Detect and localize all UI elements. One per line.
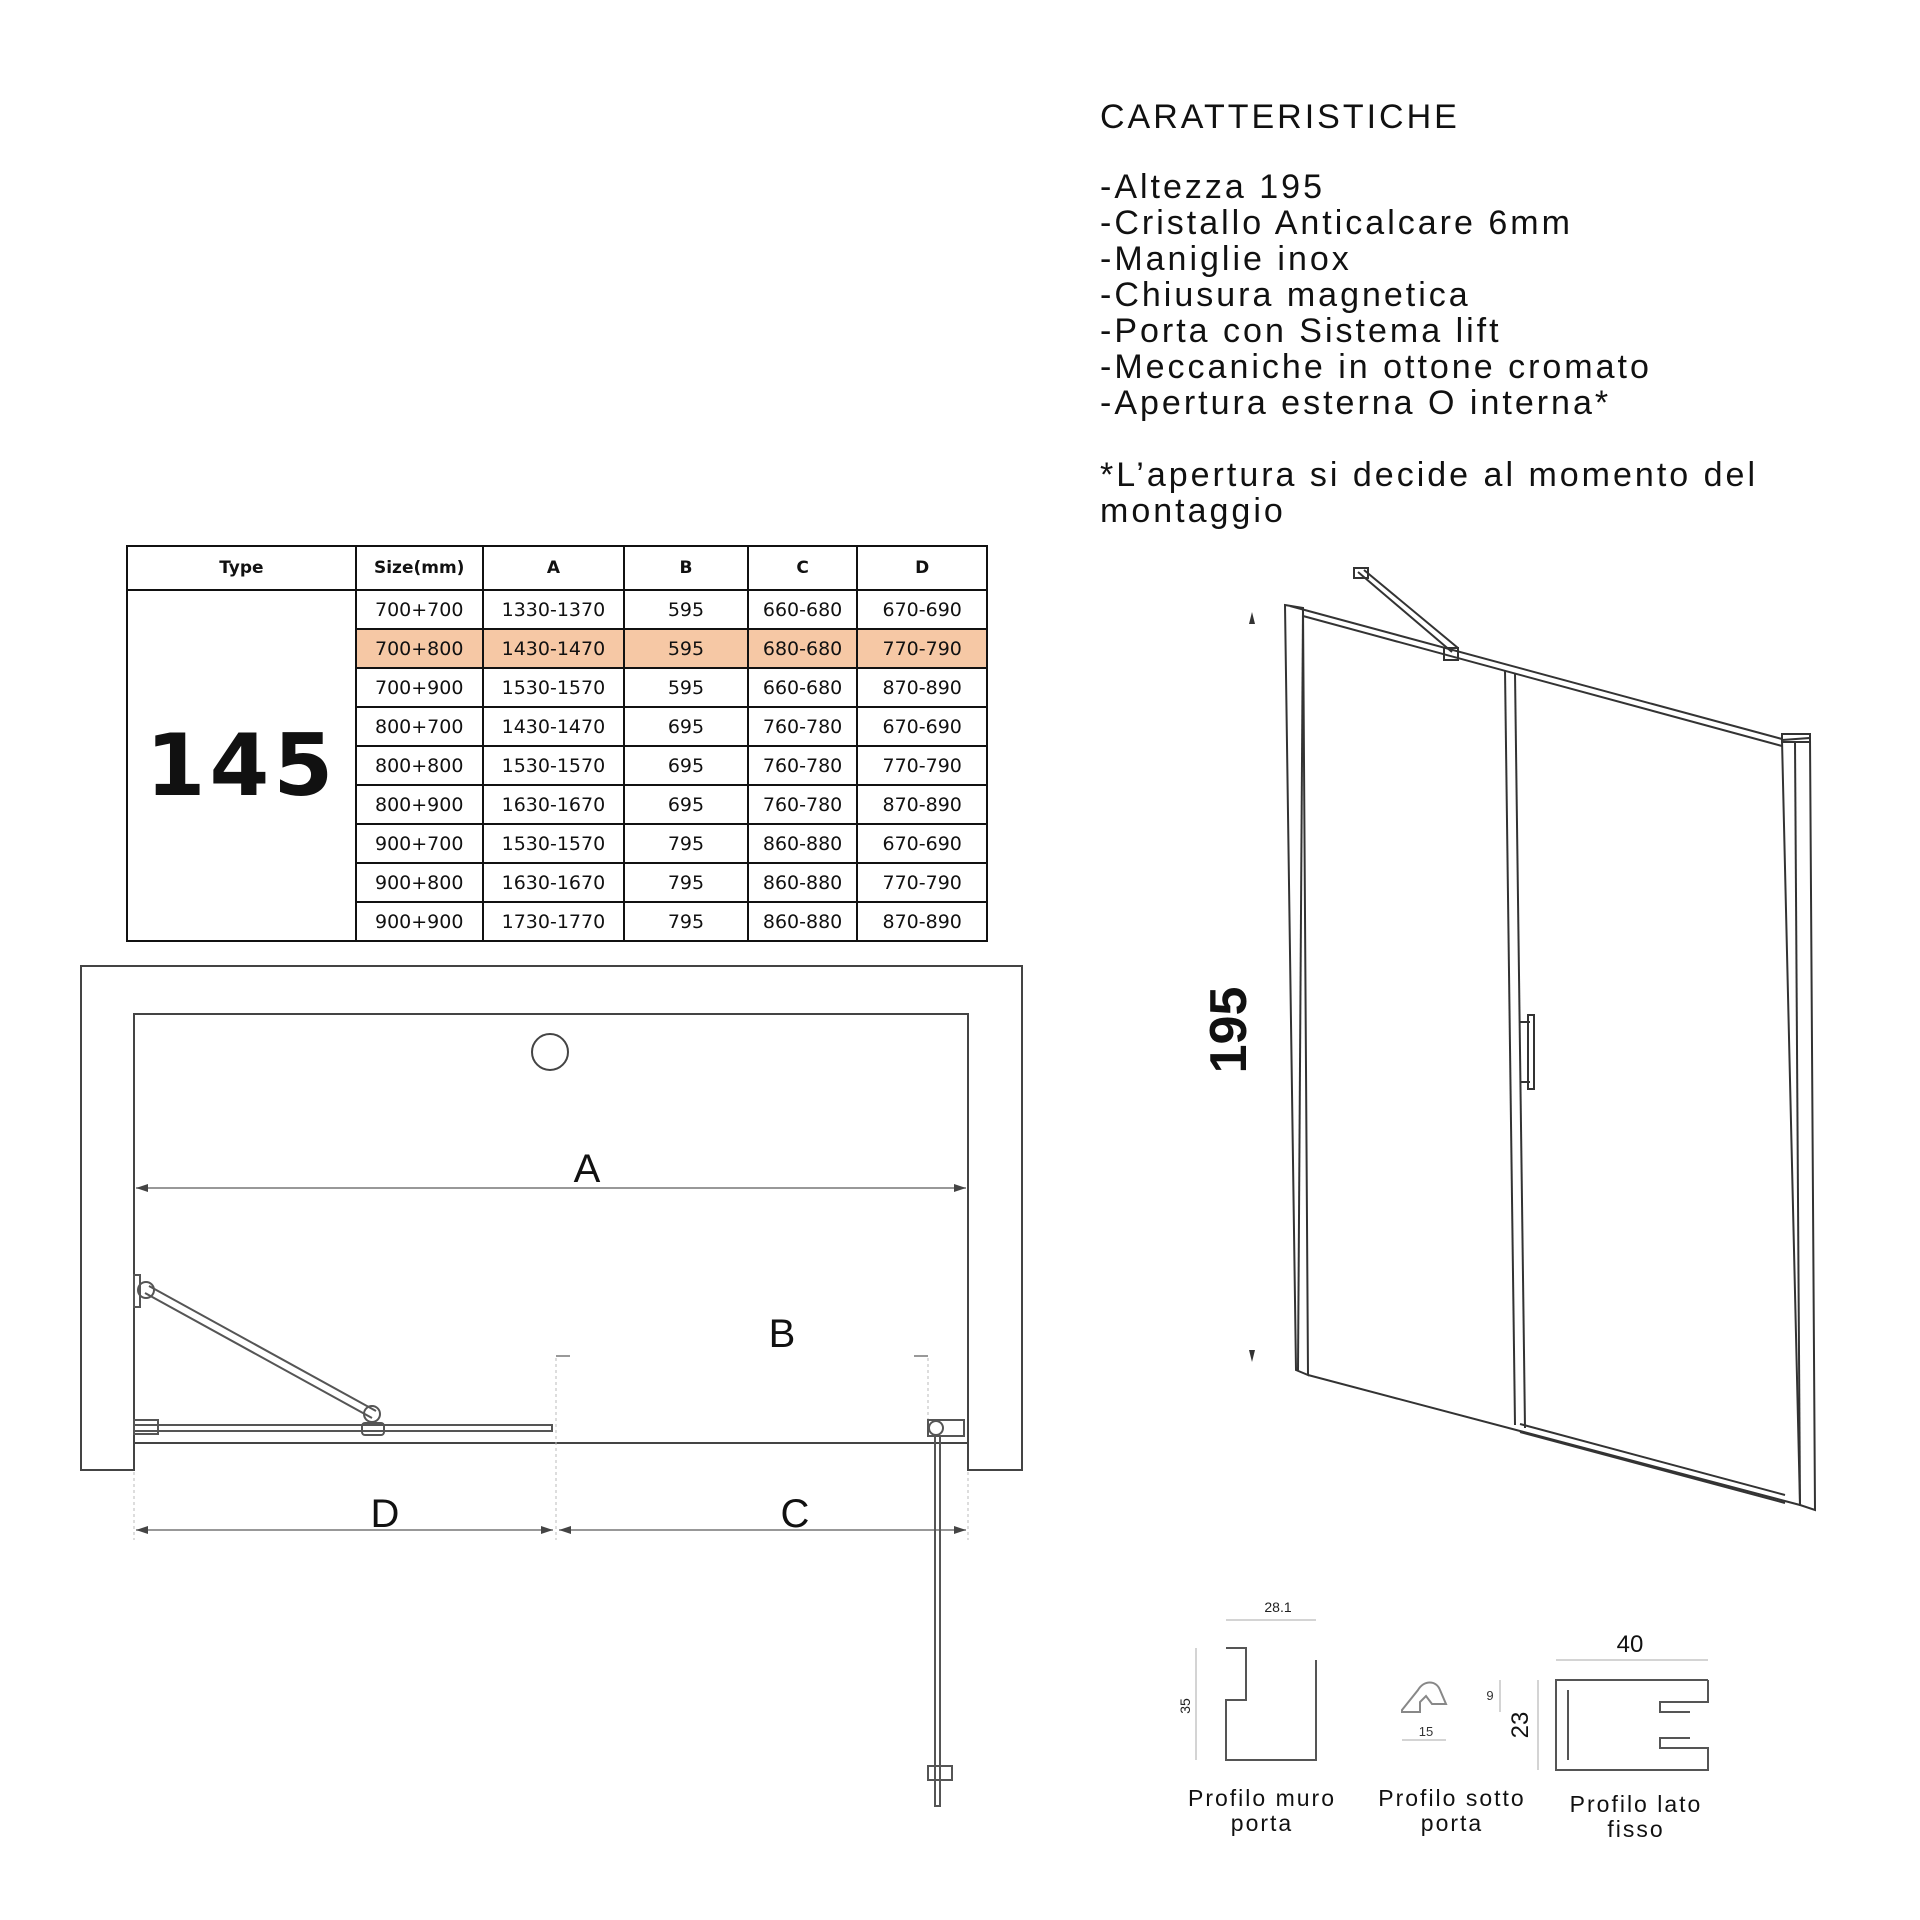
cell-d: 870-890 — [857, 902, 987, 941]
panel-divider — [1515, 673, 1525, 1428]
cell-a: 1530-1570 — [483, 824, 625, 863]
profile-wall-caption-1: Profilo muro — [1188, 1785, 1336, 1811]
fixed-profile-shape — [1556, 1680, 1708, 1770]
door-pivot — [929, 1421, 943, 1435]
cell-a: 1330-1370 — [483, 590, 625, 629]
cell-b: 795 — [624, 902, 748, 941]
cell-b: 595 — [624, 668, 748, 707]
cell-size: 700+700 — [356, 590, 483, 629]
fixed-glass-panel — [134, 1425, 552, 1431]
cell-a: 1730-1770 — [483, 902, 625, 941]
arrow-icon — [136, 1184, 148, 1192]
wall-outline — [81, 966, 1022, 1470]
stabilizer-bar — [1358, 572, 1452, 652]
cell-d: 870-890 — [857, 785, 987, 824]
cell-size: 800+700 — [356, 707, 483, 746]
dimension-label-b: B — [768, 1312, 796, 1356]
cell-b: 695 — [624, 707, 748, 746]
cell-d: 670-690 — [857, 707, 987, 746]
wall-profile-shape — [1226, 1648, 1316, 1760]
dimension-label-c: C — [780, 1492, 810, 1536]
dimension-label-a: A — [573, 1147, 601, 1191]
bottom-rail — [1520, 1424, 1785, 1495]
cell-size: 900+900 — [356, 902, 483, 941]
profile-fixed-height: 23 — [1507, 1711, 1534, 1739]
cell-a: 1530-1570 — [483, 668, 625, 707]
bottom-rail — [1308, 1375, 1800, 1505]
cell-b: 695 — [624, 785, 748, 824]
profile-bottom-height: 9 — [1486, 1688, 1494, 1703]
header-size: Size(mm) — [356, 546, 483, 590]
features-title: CARATTERISTICHE — [1100, 98, 1460, 136]
cell-c: 860-880 — [748, 902, 858, 941]
header-type: Type — [127, 546, 356, 590]
features-note: *L’apertura si decide al momento del montaggio — [1100, 456, 1758, 530]
profile-fixed-caption-1: Profilo lato — [1569, 1791, 1703, 1817]
cell-size: 700+900 — [356, 668, 483, 707]
cell-a: 1630-1670 — [483, 785, 625, 824]
profile-wall-height: 35 — [1177, 1698, 1193, 1714]
cell-c: 660-680 — [748, 590, 858, 629]
drain-circle — [532, 1034, 568, 1070]
cell-d: 770-790 — [857, 746, 987, 785]
cell-c: 860-880 — [748, 824, 858, 863]
door-glass-open — [935, 1436, 940, 1806]
header-a: A — [483, 546, 625, 590]
cell-d: 870-890 — [857, 668, 987, 707]
plan-view — [81, 966, 1022, 1806]
stabilizer-bracket — [1354, 568, 1368, 578]
feature-item: -Cristallo Anticalcare 6mm — [1100, 204, 1573, 242]
arrow-icon — [136, 1526, 148, 1534]
profile-bottom-caption-2: porta — [1420, 1810, 1484, 1836]
cell-a: 1630-1670 — [483, 863, 625, 902]
cell-size: 800+900 — [356, 785, 483, 824]
cell-c: 760-780 — [748, 785, 858, 824]
cell-size: 900+800 — [356, 863, 483, 902]
profile-wall — [1196, 1620, 1316, 1760]
cell-d: 770-790 — [857, 629, 987, 668]
header-c: C — [748, 546, 858, 590]
type-value: 145 — [127, 590, 356, 941]
wall-profile-edge — [1298, 608, 1303, 1370]
cell-a: 1430-1470 — [483, 629, 625, 668]
cell-d: 770-790 — [857, 863, 987, 902]
door-handle — [1528, 1015, 1534, 1089]
arrow-icon — [1249, 612, 1255, 624]
header-b: B — [624, 546, 748, 590]
height-dimension-label: 195 — [1200, 986, 1258, 1074]
wall-profile — [1285, 605, 1308, 1375]
feature-item: -Chiusura magnetica — [1100, 276, 1471, 314]
cell-c: 660-680 — [748, 668, 858, 707]
support-bar — [145, 1293, 372, 1418]
profile-bottom-caption-1: Profilo sotto — [1378, 1785, 1526, 1811]
cell-a: 1530-1570 — [483, 746, 625, 785]
cell-c: 860-880 — [748, 863, 858, 902]
arrow-icon — [559, 1526, 571, 1534]
cell-b: 795 — [624, 863, 748, 902]
panel-divider — [1505, 670, 1515, 1425]
cell-b: 595 — [624, 590, 748, 629]
top-rail — [1303, 616, 1782, 746]
cell-c: 760-780 — [748, 746, 858, 785]
cell-b: 795 — [624, 824, 748, 863]
top-rail — [1290, 606, 1782, 739]
cell-c: 680-680 — [748, 629, 858, 668]
profile-fixed-caption-2: fisso — [1607, 1816, 1665, 1842]
feature-item: -Maniglie inox — [1100, 240, 1352, 278]
cell-a: 1430-1470 — [483, 707, 625, 746]
wall-plate — [134, 1275, 140, 1307]
feature-item: -Altezza 195 — [1100, 168, 1325, 206]
arrow-icon — [954, 1526, 966, 1534]
bottom-rail — [1520, 1432, 1785, 1503]
arrow-icon — [541, 1526, 553, 1534]
cell-d: 670-690 — [857, 824, 987, 863]
profile-fixed-width: 40 — [1616, 1631, 1644, 1658]
cell-size: 900+700 — [356, 824, 483, 863]
profile-wall-width: 28.1 — [1264, 1599, 1292, 1615]
cell-size: 700+800 — [356, 629, 483, 668]
profile-bottom — [1402, 1680, 1500, 1740]
profile-fixed — [1538, 1660, 1708, 1770]
cell-size: 800+800 — [356, 746, 483, 785]
arrow-icon — [1249, 1350, 1255, 1362]
bottom-profile-shape — [1402, 1683, 1446, 1713]
header-d: D — [857, 546, 987, 590]
feature-item: -Apertura esterna O interna* — [1100, 384, 1612, 422]
support-bar — [149, 1286, 376, 1411]
cell-b: 695 — [624, 746, 748, 785]
dimension-label-d: D — [370, 1492, 400, 1536]
profile-bottom-width: 15 — [1418, 1724, 1434, 1739]
profile-wall-caption-2: porta — [1230, 1810, 1294, 1836]
feature-item: -Porta con Sistema lift — [1100, 312, 1502, 350]
cell-b: 595 — [624, 629, 748, 668]
cell-d: 670-690 — [857, 590, 987, 629]
feature-item: -Meccaniche in ottone cromato — [1100, 348, 1652, 386]
arrow-icon — [954, 1184, 966, 1192]
elevation-view — [1249, 568, 1815, 1510]
cell-c: 760-780 — [748, 707, 858, 746]
